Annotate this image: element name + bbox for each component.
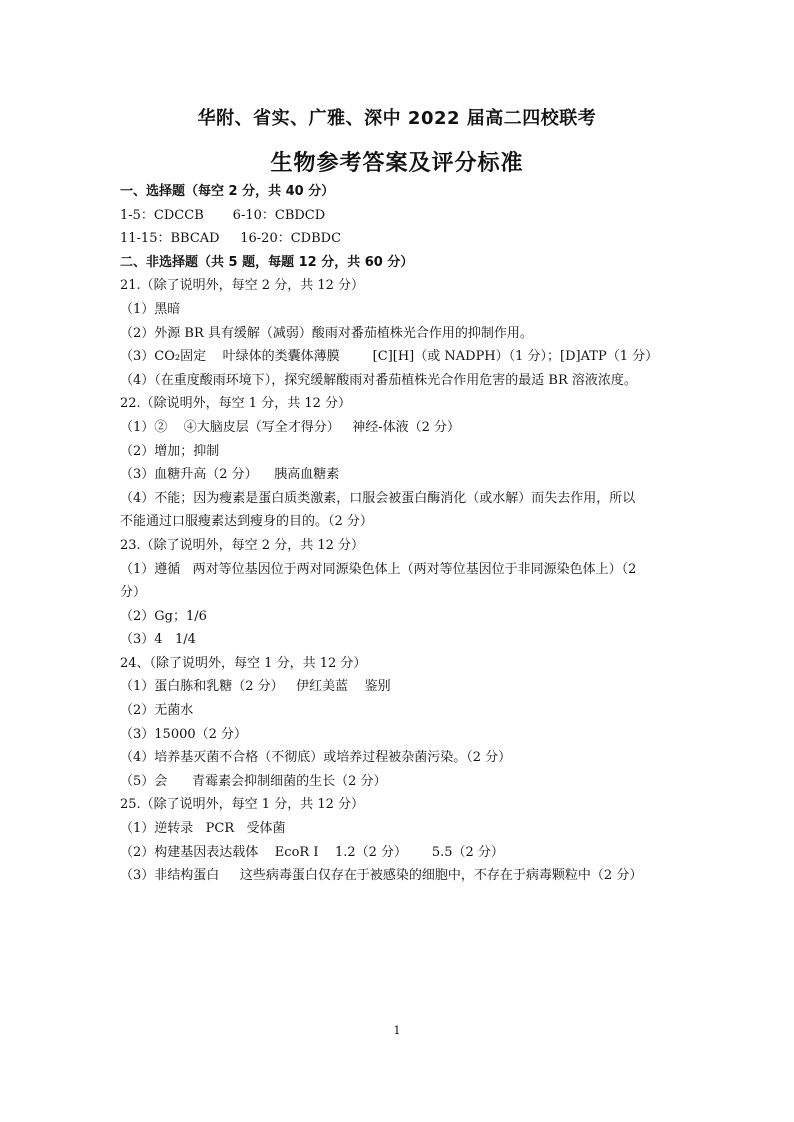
answer-line: 1-5：CDCCB 6-10：CBDCD <box>120 207 326 223</box>
answer-line: （3）4 1/4 <box>120 632 196 648</box>
answer-line: （4）不能；因为瘦素是蛋白质类激素，口服会被蛋白酶消化（或水解）而失去作用，所以 <box>120 490 636 506</box>
answer-line: （1）蛋白胨和乳糖（2 分） 伊红美蓝 鉴别 <box>120 679 391 695</box>
answer-line: 分） <box>120 585 147 601</box>
answer-line: （2）Gg；1/6 <box>120 608 207 624</box>
answer-line: （2）外源 BR 具有缓解（减弱）酸雨对番茄植株光合作用的抑制作用。 <box>120 325 533 341</box>
answer-line: 25.（除了说明外，每空 1 分，共 12 分） <box>120 797 365 813</box>
answer-line: （2）构建基因表达载体 EcoR I 1.2（2 分） 5.5（2 分） <box>120 844 504 860</box>
answer-line: （3）CO₂固定 叶绿体的类囊体薄膜 [C][H]（或 NADPH）（1 分）；[D]ATP（1 分） <box>120 349 659 365</box>
document-title: 华附、省实、广雅、深中 2022 届高二四校联考 <box>197 108 597 129</box>
answer-line: 11-15：BBCAD 16-20：CDBDC <box>120 231 342 247</box>
answer-line: （2）无菌水 <box>120 703 194 719</box>
section-heading: 二、非选择题（共 5 题，每题 12 分，共 60 分） <box>120 254 414 270</box>
answer-line: （1）黑暗 <box>120 301 181 317</box>
answer-line: （5）会 青霉素会抑制细菌的生长（2 分） <box>120 773 387 789</box>
answer-line: （2）增加；抑制 <box>120 443 220 459</box>
answer-body <box>120 180 680 888</box>
answer-line: （1）逆转录 PCR 受体菌 <box>120 821 286 837</box>
answer-line: （1）② ④大脑皮层（写全才得分） 神经-体液（2 分） <box>120 419 460 435</box>
answer-line: 22.（除说明外，每空 1 分，共 12 分） <box>120 396 352 412</box>
answer-line: （3）非结构蛋白 这些病毒蛋白仅存在于被感染的细胞中，不存在于病毒颗粒中（2 分） <box>120 868 643 884</box>
answer-line: 不能通过口服瘦素达到瘦身的目的。（2 分） <box>120 514 373 530</box>
section-heading: 一、选择题（每空 2 分，共 40 分） <box>120 184 335 199</box>
answer-line: （1）遵循 两对等位基因位于两对同源染色体上（两对等位基因位于非同源染色体上）（2 <box>120 561 637 577</box>
answer-line: （4）培养基灭菌不合格（不彻底）或培养过程被杂菌污染。（2 分） <box>120 750 512 766</box>
answer-line: 24、（除了说明外，每空 1 分，共 12 分） <box>120 655 367 671</box>
answer-line: 21.（除了说明外，每空 2 分，共 12 分） <box>120 278 365 294</box>
page-number: 1 <box>393 1024 401 1037</box>
answer-line: 23.（除了说明外，每空 2 分，共 12 分） <box>120 537 365 553</box>
answer-line: （3）15000（2 分） <box>120 726 248 742</box>
answer-line: （4）（在重度酸雨环境下），探究缓解酸雨对番茄植株光合作用危害的最适 BR 溶液浓度。 <box>120 372 637 388</box>
answer-line: （3）血糖升高（2 分） 胰高血糖素 <box>120 467 340 483</box>
document-subtitle: 生物参考答案及评分标准 <box>270 151 524 176</box>
